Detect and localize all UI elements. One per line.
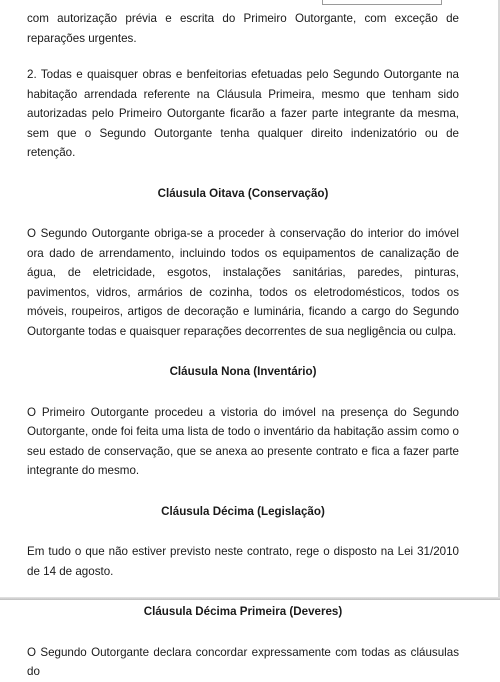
form-field-fragment [322,0,442,5]
heading-clausula-nona: Cláusula Nona (Inventário) [169,365,317,378]
paragraph-legislacao: Em tudo o que não estiver previsto neste contrato, rege o disposto na Lei 31/2010 de 14 de agosto. [27,545,459,578]
paragraph-obras-benfeitorias: 2. Todas e quaisquer obras e benfeitorias efetuadas pelo Segundo Outorgante na habitação arrendada referente na Cláusula Primeira, mesmo que tenham sido autorizadas pelo Primeiro Outorgante ficarão a fazer parte integrante da mesma, sem que o Segundo Outorgante tenha qualquer direito indenizatório ou de retenção. [27,68,459,159]
heading-clausula-oitava: Cláusula Oitava (Conservação) [157,186,329,200]
document-body [27,9,459,682]
paragraph-continuation: com autorização prévia e escrita do Primeiro Outorgante, com exceção de reparações urgentes. [27,12,459,45]
paragraph-inventario: O Primeiro Outorgante procedeu a vistoria do imóvel na presença do Segundo Outorgante, onde foi feita uma lista de todo o inventário da habitação assim como o seu estado de conservação, que se anexa ao presente contrato e fica a fazer parte integrante do mesmo. [27,405,459,477]
heading-clausula-decima-primeira: Cláusula Décima Primeira (Deveres) [143,605,343,618]
heading-clausula-decima: Cláusula Décima (Legislação) [161,504,325,518]
paragraph-conservacao: O Segundo Outorgante obriga-se a proceder à conservação do interior do imóvel ora dado de arrendamento, incluindo todos os equipamentos de canalização de água, de eletricidade, esgotos, instalações sanitárias, paredes, pinturas, pavimentos, vidros, armários de cozinha, todos os eletrodomésticos, todos os móveis, roupeiros, artigos de decoração e luminária, ficando a cargo do Segundo Outorgante todas e quaisquer reparações decorrentes de sua negligência ou culpa. [27,227,459,338]
paragraph-deveres: O Segundo Outorgante declara concordar expressamente com todas as cláusulas do [27,645,459,678]
